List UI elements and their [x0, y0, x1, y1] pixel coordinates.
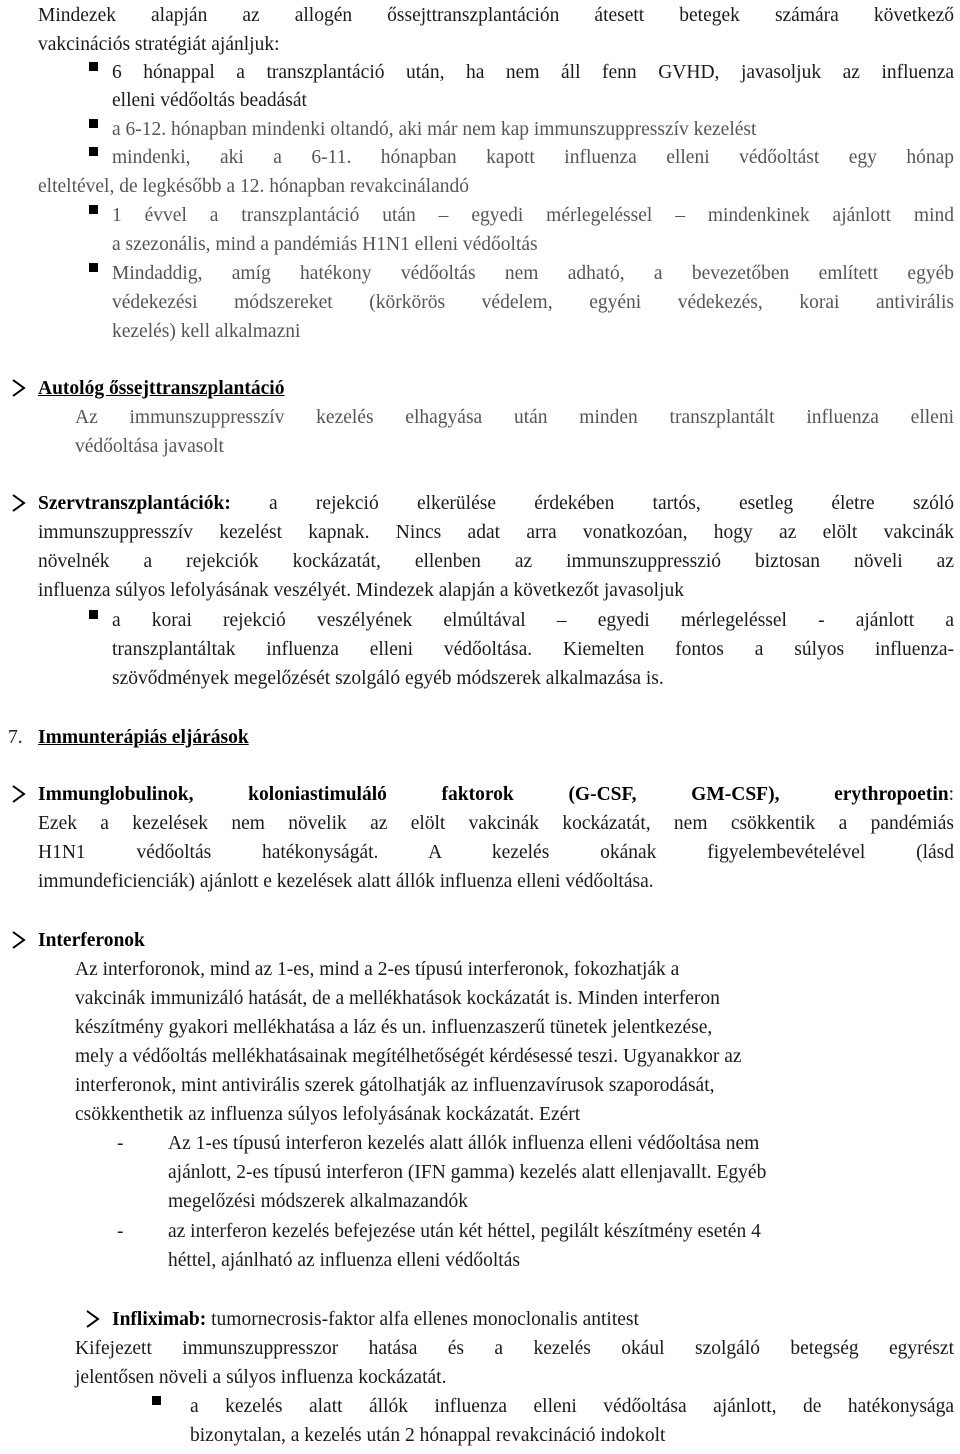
square-bullet-icon: [89, 62, 98, 71]
allo-bullet-5-line-3: kezelés) kell alkalmazni: [112, 321, 301, 342]
interferon-line-1: Az interforonok, mind az 1-es, mind a 2-es típusú interferonok, fokozhatják a: [75, 959, 680, 980]
interferon-dash-1-line-1: Az 1-es típusú interferon kezelés alatt állók influenza elleni védőoltása nem: [168, 1133, 760, 1154]
interferon-line-5: interferonok, mint antivirális szerek gátolhatják az influenzavírusok szaporodását,: [75, 1075, 715, 1096]
szerv-heading: Szervtranszplantációk:: [38, 493, 231, 514]
interferon-line-3: készítmény gyakori mellékhatása a láz és un. influenzaszerű tünetek jelentkezése,: [75, 1017, 713, 1038]
szerv-line-2: immunszuppresszív kezelést kapnak. Nincs adat arra vonatkozóan, hogy az elölt vakcinák: [38, 522, 954, 543]
arrow-bullet-icon: [82, 1308, 104, 1330]
interferon-dash-1-line-2: ajánlott, 2-es típusú interferon (IFN gamma) kezelés alatt ellenjavallt. Egyéb: [168, 1162, 767, 1183]
section-number: 7.: [8, 727, 23, 748]
arrow-bullet-icon: [8, 783, 30, 805]
dash-marker: -: [117, 1133, 124, 1154]
autolog-heading: Autológ őssejttranszplantáció: [38, 378, 285, 399]
allo-bullet-2-line-1: a 6-12. hónapban mindenki oltandó, aki már nem kap immunszuppresszív kezelést: [112, 119, 757, 140]
autolog-line-2: védőoltása javasolt: [75, 436, 224, 457]
szerv-line-1: [38, 494, 954, 514]
arrow-bullet-icon: [8, 377, 30, 399]
infliximab-heading-rest: tumornecrosis-faktor alfa ellenes monoclonalis antitest: [211, 1309, 639, 1330]
allo-bullet-1-line-1: 6 hónappal a transzplantáció után, ha nem áll fenn GVHD, javasoljuk az influenza: [112, 62, 954, 83]
intro-line-1: Mindezek alapján az allogén őssejttranszplantáción átesett betegek számára következő: [38, 5, 954, 26]
allo-bullet-3-line-1: mindenki, aki a 6-11. hónapban kapott influenza elleni védőoltást egy hónap: [112, 147, 954, 168]
immunglob-line-1: Ezek a kezelések nem növelik az elölt vakcinák kockázatát, nem csökkentik a pandémiás: [38, 813, 954, 834]
arrow-bullet-icon: [8, 929, 30, 951]
interferon-dash-2-line-1: az interferon kezelés befejezése után két héttel, pegilált készítmény esetén 4: [168, 1221, 761, 1242]
immunglob-line-2: H1N1 védőoltás hatékonyságát. A kezelés okának figyelembevételével (lásd: [38, 842, 954, 863]
szerv-bullet-line-1: a korai rejekció veszélyének elmúltával – egyedi mérlegeléssel - ajánlott a: [112, 610, 954, 631]
intro-line-2: vakcinációs stratégiát ajánljuk:: [38, 34, 280, 55]
allo-bullet-4-line-1: 1 évvel a transzplantáció után – egyedi mérlegeléssel – mindenkinek ajánlott mind: [112, 205, 954, 226]
dash-marker: -: [117, 1221, 124, 1242]
immunglob-colon: :: [948, 784, 954, 805]
square-bullet-icon: [89, 147, 98, 156]
square-bullet-icon: [152, 1396, 161, 1405]
szerv-bullet-line-3: szövődmények megelőzését szolgáló egyéb módszerek alkalmazása is.: [112, 668, 664, 689]
interferon-heading: Interferonok: [38, 930, 145, 951]
interferon-line-4: mely a védőoltás mellékhatásainak megítélhetőségét kérdésessé teszi. Ugyanakkor az: [75, 1046, 742, 1067]
immunglob-heading: Immunglobulinok, koloniastimuláló faktorok (G-CSF, GM-CSF), erythropoetin: [38, 784, 949, 805]
allo-bullet-1-line-2: elleni védőoltás beadását: [112, 90, 307, 111]
szerv-line-1-rest: a rejekció elkerülése érdekében tartós, esetleg életre szóló: [269, 493, 954, 514]
immunglob-line-3: immundeficienciák) ajánlott e kezelések alatt állók influenza elleni védőoltása.: [38, 871, 654, 892]
infliximab-bullet-line-2: bizonytalan, a kezelés után 2 hónappal revakcináció indokolt: [190, 1425, 666, 1446]
szerv-line-4: influenza súlyos lefolyásának veszélyét. Mindezek alapján a következőt javasoljuk: [38, 580, 684, 601]
allo-bullet-5-line-2: védekezési módszereket (körkörös védelem, egyéni védekezés, korai antivirális: [112, 292, 954, 313]
szerv-bullet-line-2: transzplantáltak influenza elleni védőoltása. Kiemelten fontos a súlyos influenza-: [112, 639, 954, 660]
interferon-dash-2-line-2: héttel, ajánlható az influenza elleni védőoltás: [168, 1250, 520, 1271]
square-bullet-icon: [89, 263, 98, 272]
square-bullet-icon: [89, 119, 98, 128]
interferon-line-6: csökkenthetik az influenza súlyos lefolyásának kockázatát. Ezért: [75, 1104, 581, 1125]
square-bullet-icon: [89, 610, 98, 619]
allo-bullet-4-line-2: a szezonális, mind a pandémiás H1N1 elleni védőoltás: [112, 234, 538, 255]
szerv-line-3: növelnék a rejekciók kockázatát, ellenben az immunszuppresszió biztosan növeli az: [38, 551, 954, 572]
infliximab-line-2: jelentősen növeli a súlyos influenza kockázatát.: [75, 1367, 447, 1388]
infliximab-heading: Infliximab:: [112, 1309, 207, 1330]
infliximab-line-1: Kifejezett immunszuppresszor hatása és a kezelés okául szolgáló betegség egyrészt: [75, 1338, 954, 1359]
infliximab-bullet-line-1: a kezelés alatt állók influenza elleni védőoltása ajánlott, de hatékonysága: [190, 1396, 954, 1417]
section-title: Immunterápiás eljárások: [38, 727, 249, 748]
interferon-line-2: vakcinák immunizáló hatását, de a mellékhatások kockázatát is. Minden interferon: [75, 988, 720, 1009]
allo-bullet-3-line-2: elteltével, de legkésőbb a 12. hónapban revakcinálandó: [38, 176, 469, 197]
square-bullet-icon: [89, 205, 98, 214]
autolog-line-1: Az immunszuppresszív kezelés elhagyása után minden transzplantált influenza elleni: [75, 407, 954, 428]
infliximab-heading-line: [112, 1310, 639, 1330]
immunglob-heading-line: [38, 785, 954, 805]
interferon-dash-1-line-3: megelőzési módszerek alkalmazandók: [168, 1191, 468, 1212]
arrow-bullet-icon: [8, 492, 30, 514]
allo-bullet-5-line-1: Mindaddig, amíg hatékony védőoltás nem adható, a bevezetőben említett egyéb: [112, 263, 954, 284]
